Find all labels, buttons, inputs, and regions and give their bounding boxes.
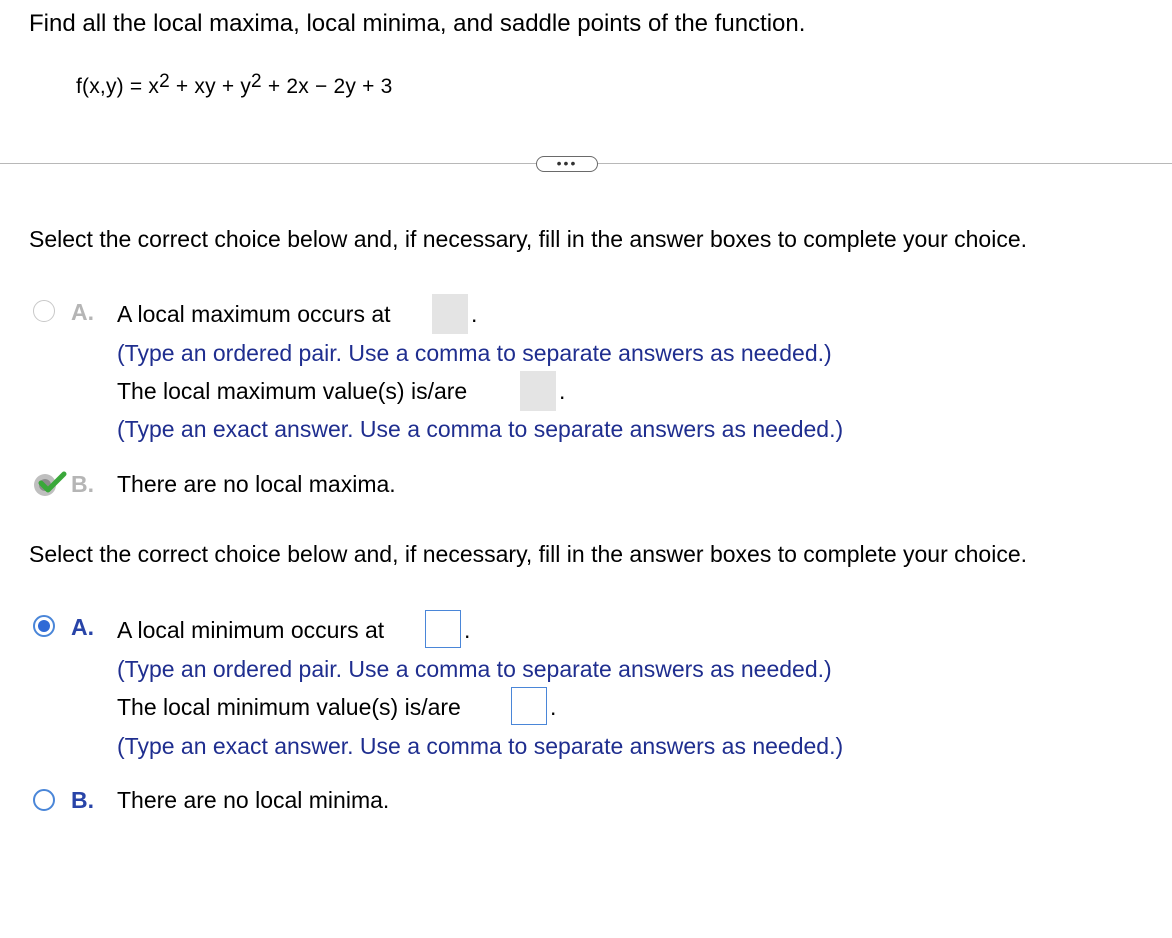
part1-choice-a-radio[interactable] xyxy=(33,300,55,322)
formula-rest: + 2x − 2y + 3 xyxy=(261,75,393,98)
part1-choice-a-text1: A local maximum occurs at xyxy=(117,301,391,327)
formula-lhs: f(x,y) = x xyxy=(76,75,160,98)
part2-choice-a-hint1: (Type an ordered pair. Use a comma to separate answers as needed.) xyxy=(117,656,832,682)
part1-choice-a-text2: The local maximum value(s) is/are xyxy=(117,378,468,404)
part2-instruction: Select the correct choice below and, if necessary, fill in the answer boxes to complete your choice. xyxy=(29,541,1028,567)
part2-choice-a-radio[interactable] xyxy=(33,615,55,637)
part2-choice-b-text: There are no local minima. xyxy=(117,787,390,813)
part2-choice-a-letter: A. xyxy=(71,614,94,640)
part2-choice-a-text2: The local minimum value(s) is/are xyxy=(117,694,461,720)
correct-checkmark-icon xyxy=(33,470,69,498)
part1-instruction: Select the correct choice below and, if necessary, fill in the answer boxes to complete your choice. xyxy=(29,226,1028,252)
part2-choice-b-radio[interactable] xyxy=(33,789,55,811)
period: . xyxy=(471,301,478,327)
part2-choice-a-hint2: (Type an exact answer. Use a comma to separate answers as needed.) xyxy=(117,733,844,759)
expand-more-button[interactable]: ••• xyxy=(536,156,598,172)
local-min-point-input[interactable] xyxy=(425,610,461,648)
part1-choice-b-text: There are no local maxima. xyxy=(117,471,396,497)
function-formula xyxy=(76,71,393,99)
formula-exponent-1: 2 xyxy=(159,71,170,92)
formula-exponent-2: 2 xyxy=(251,71,262,92)
part1-choice-a-hint2: (Type an exact answer. Use a comma to separate answers as needed.) xyxy=(117,416,844,442)
local-max-value-input[interactable] xyxy=(520,371,556,411)
period: . xyxy=(550,694,557,720)
formula-mid: + xy + y xyxy=(169,75,252,98)
part1-choice-a-hint1: (Type an ordered pair. Use a comma to separate answers as needed.) xyxy=(117,340,832,366)
part1-choice-a-letter: A. xyxy=(71,299,94,325)
period: . xyxy=(464,617,471,643)
local-max-point-input[interactable] xyxy=(432,294,468,334)
period: . xyxy=(559,378,566,404)
part1-choice-b-letter: B. xyxy=(71,471,94,497)
part2-choice-a-text1: A local minimum occurs at xyxy=(117,617,385,643)
part2-choice-b-letter: B. xyxy=(71,787,94,813)
local-min-value-input[interactable] xyxy=(511,687,547,725)
question-text: Find all the local maxima, local minima, and saddle points of the function. xyxy=(29,10,806,37)
